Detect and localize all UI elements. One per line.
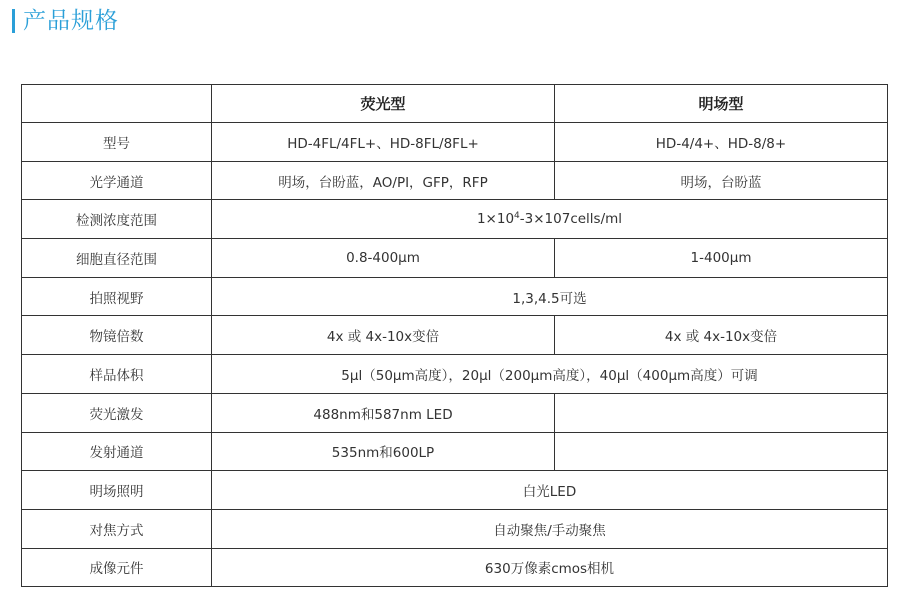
row-label: 型号 <box>22 123 212 162</box>
table-row-fluorescence-excitation <box>22 393 888 432</box>
cell-brightfield: 4x 或 4x-10x变倍 <box>555 316 888 355</box>
row-label: 明场照明 <box>22 471 212 510</box>
row-label: 成像元件 <box>22 548 212 587</box>
header-fluorescent: 荧光型 <box>212 85 555 123</box>
table-row-diameter-range <box>22 239 888 278</box>
cell-fluorescent: 4x 或 4x-10x变倍 <box>212 316 555 355</box>
cell-merged: 630万像素cmos相机 <box>212 548 888 587</box>
row-label: 物镜倍数 <box>22 316 212 355</box>
table-header-row <box>22 85 888 123</box>
cell-fluorescent: 0.8-400μm <box>212 239 555 278</box>
cell-fluorescent: 535nm和600LP <box>212 432 555 471</box>
cell-merged: 自动聚焦/手动聚焦 <box>212 509 888 548</box>
row-label: 对焦方式 <box>22 509 212 548</box>
value-prefix: 1×10 <box>476 211 515 228</box>
table-row-optical-channel <box>22 161 888 200</box>
cell-brightfield: HD-4/4+、HD-8/8+ <box>555 123 888 162</box>
row-label: 拍照视野 <box>22 277 212 316</box>
row-label: 发射通道 <box>22 432 212 471</box>
row-label: 细胞直径范围 <box>22 239 212 278</box>
cell-merged <box>212 200 888 239</box>
cell-merged: 白光LED <box>212 471 888 510</box>
cell-fluorescent: 明场，台盼蓝，AO/PI，GFP，RFP <box>212 161 555 200</box>
table-row-model <box>22 123 888 162</box>
table-row-focus-mode <box>22 509 888 548</box>
value-superscript: 4 <box>514 211 520 222</box>
cell-brightfield: 明场，台盼蓝 <box>555 161 888 200</box>
table-row-brightfield-illumination <box>22 471 888 510</box>
table-row-imaging-sensor <box>22 548 888 587</box>
cell-brightfield: 1-400μm <box>555 239 888 278</box>
table-row-field-of-view <box>22 277 888 316</box>
row-label: 样品体积 <box>22 355 212 394</box>
row-label: 荧光激发 <box>22 393 212 432</box>
table-row-concentration-range <box>22 200 888 239</box>
spec-table <box>21 84 888 587</box>
cell-merged: 1,3,4.5可选 <box>212 277 888 316</box>
cell-fluorescent: HD-4FL/4FL+、HD-8FL/8FL+ <box>212 123 555 162</box>
cell-brightfield <box>555 393 888 432</box>
cell-brightfield <box>555 432 888 471</box>
heading-accent-bar <box>12 9 15 33</box>
table-row-emission-channel <box>22 432 888 471</box>
section-heading <box>12 6 119 36</box>
row-label: 检测浓度范围 <box>22 200 212 239</box>
table-row-objective <box>22 316 888 355</box>
cell-merged: 5μl（50μm高度），20μl（200μm高度），40μl（400μm高度）可调 <box>212 355 888 394</box>
header-brightfield: 明场型 <box>555 85 888 123</box>
row-label: 光学通道 <box>22 161 212 200</box>
header-blank-cell <box>22 85 212 123</box>
cell-fluorescent: 488nm和587nm LED <box>212 393 555 432</box>
section-title: 产品规格 <box>23 8 119 34</box>
value-suffix: -3×107cells/ml <box>519 211 623 228</box>
table-row-sample-volume <box>22 355 888 394</box>
